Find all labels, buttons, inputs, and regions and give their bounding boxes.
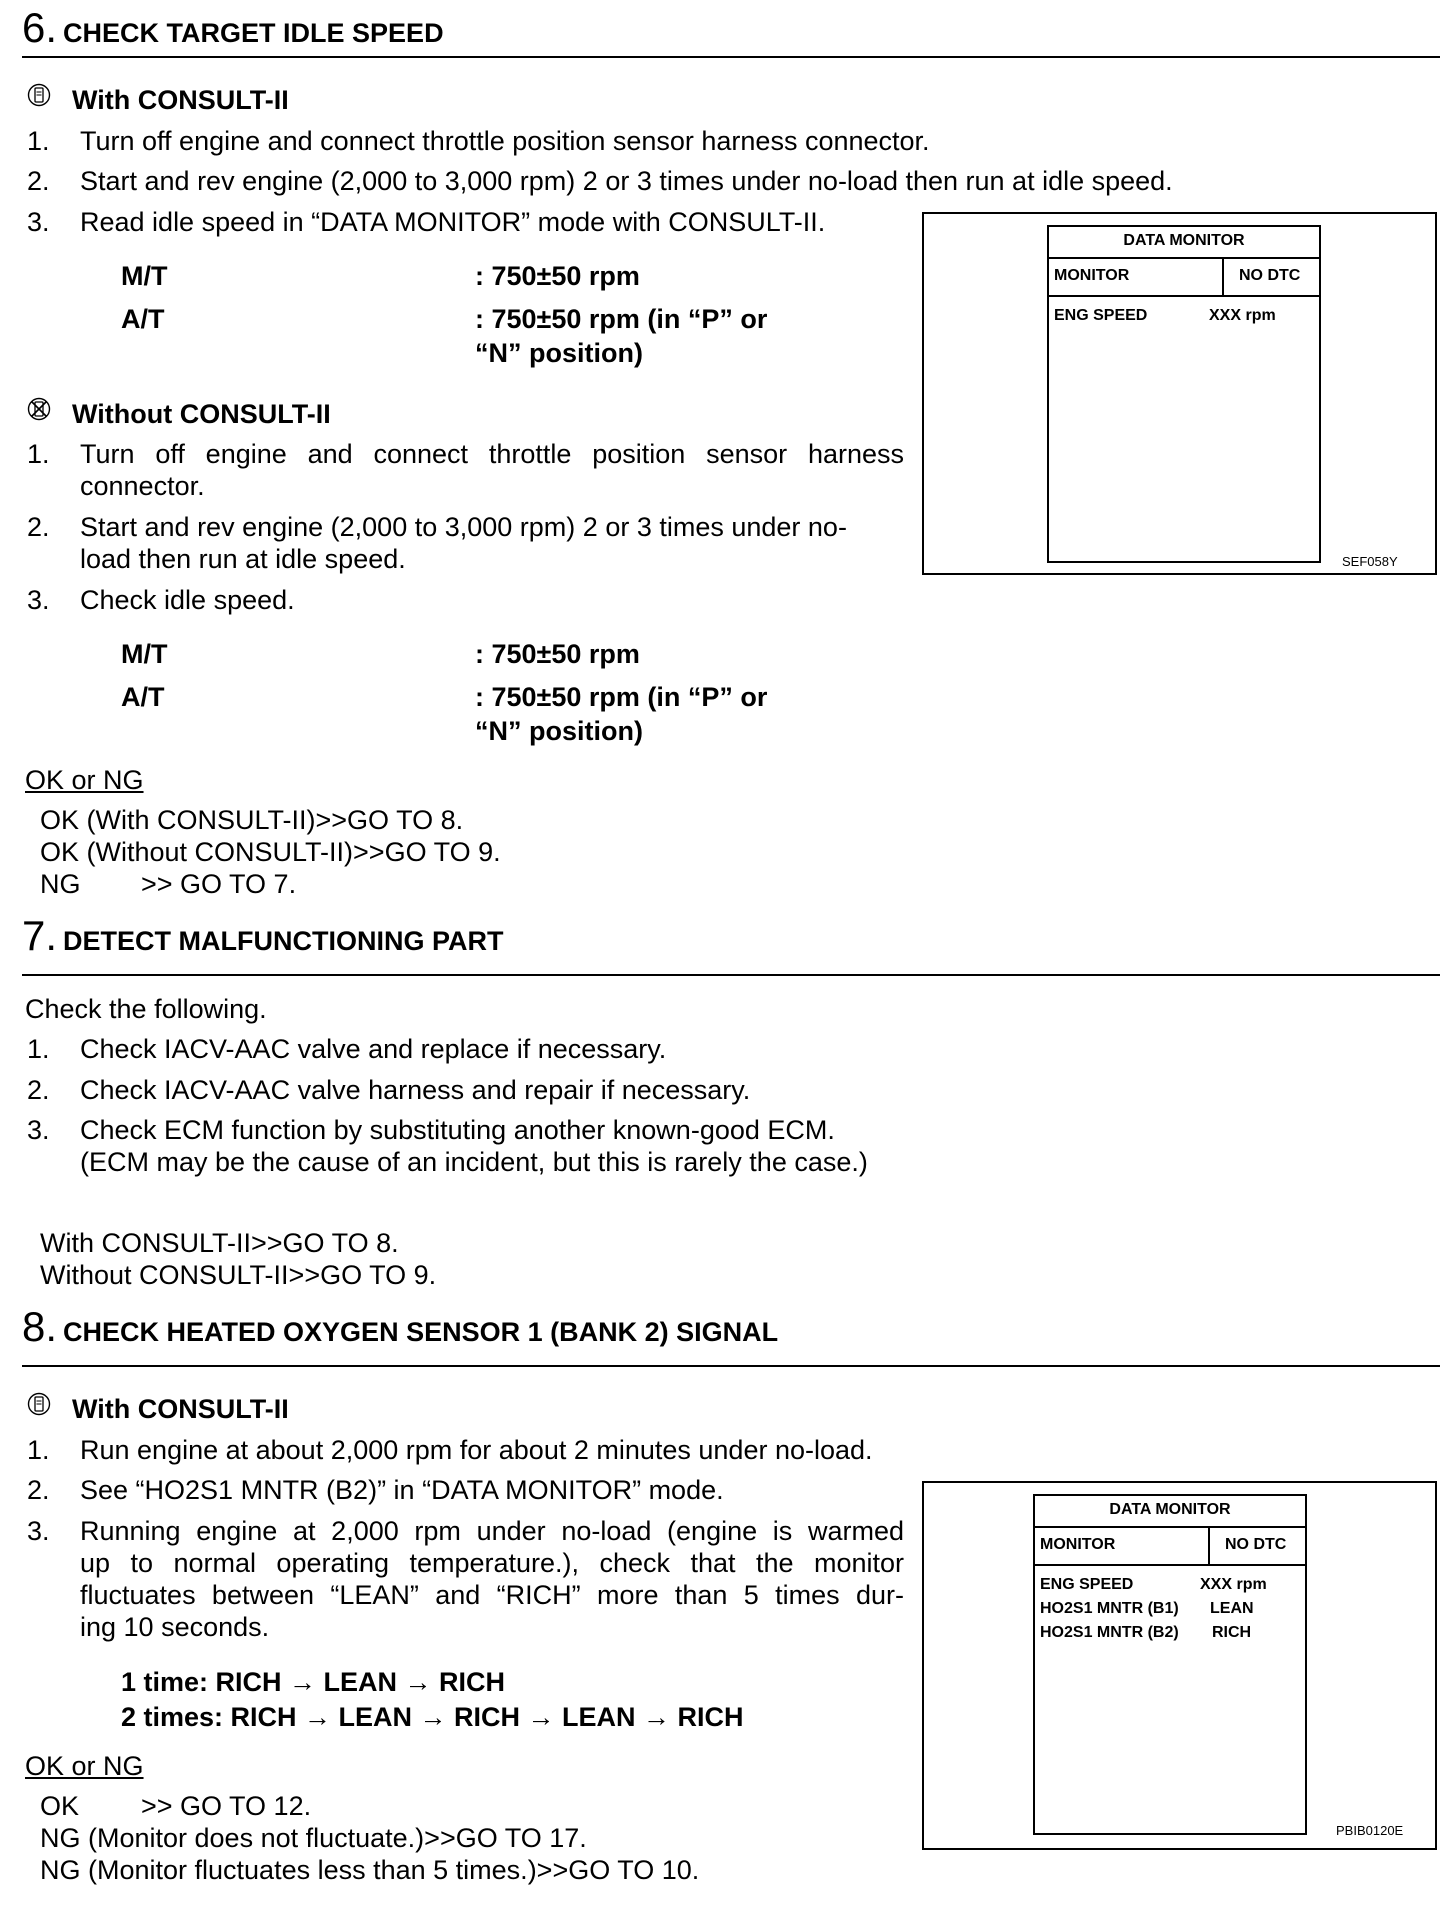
section-8-heading <box>22 1303 778 1351</box>
step-number: 1. <box>27 126 50 156</box>
result-line-ng-goto: >> GO TO 7. <box>141 869 297 899</box>
step-number: 3. <box>27 1516 50 1546</box>
monitor-status: NO DTC <box>1225 1536 1287 1553</box>
spec-at-value: : 750±50 rpm (in “P” or <box>475 682 768 712</box>
consult-tester-icon <box>27 1392 51 1416</box>
result-line: NG (Monitor does not fluctuate.)>>GO TO 17. <box>40 1823 587 1853</box>
monitor-row-divider <box>1049 295 1319 297</box>
step-number: 1. <box>27 1435 50 1465</box>
data-monitor-screen <box>1033 1494 1307 1835</box>
step-number: 1. <box>27 1034 50 1064</box>
monitor-item-label: ENG SPEED <box>1040 1576 1134 1593</box>
section-8-number: 8. <box>22 1303 58 1350</box>
result-line: With CONSULT-II>>GO TO 8. <box>40 1228 399 1258</box>
monitor-header-divider <box>1035 1526 1305 1528</box>
result-line-ng: NG <box>40 869 81 899</box>
monitor-item-label: ENG SPEED <box>1054 307 1148 324</box>
monitor-item-value: XXX rpm <box>1209 307 1276 324</box>
result-line: NG (Monitor fluctuates less than 5 times.)>>GO TO 10. <box>40 1855 700 1885</box>
step-text: Check IACV-AAC valve and replace if necessary. <box>80 1034 667 1064</box>
step-text: Running engine at 2,000 rpm under no-load (engine is warmed <box>80 1516 904 1546</box>
step-number: 2. <box>27 166 50 196</box>
monitor-item-value: LEAN <box>1210 1600 1254 1617</box>
result-line: OK (With CONSULT-II)>>GO TO 8. <box>40 805 464 835</box>
section-6-number: 6. <box>22 4 58 51</box>
monitor-header-divider <box>1049 257 1319 259</box>
data-monitor-screen <box>1047 225 1321 563</box>
monitor-header: DATA MONITOR <box>1123 232 1245 249</box>
section-7-number: 7. <box>22 912 58 959</box>
step-text-cont: ing 10 seconds. <box>80 1612 270 1642</box>
step-number: 2. <box>27 512 50 542</box>
step-text: Turn off engine and connect throttle position sensor harness connector. <box>80 126 930 156</box>
ok-or-ng-label: OK or NG <box>25 1751 144 1781</box>
section-6-title: CHECK TARGET IDLE SPEED <box>63 18 444 48</box>
spec-at-label: A/T <box>121 682 165 712</box>
section-7-title: DETECT MALFUNCTIONING PART <box>63 926 504 956</box>
step-number: 3. <box>27 1115 50 1145</box>
spec-mt-label: M/T <box>121 261 168 291</box>
spec-at-value-cont: “N” position) <box>475 338 643 368</box>
no-tester-icon <box>27 397 51 421</box>
data-monitor-figure <box>922 212 1437 575</box>
step-text: Check idle speed. <box>80 585 295 615</box>
section-8-title: CHECK HEATED OXYGEN SENSOR 1 (BANK 2) SIGNAL <box>63 1317 779 1347</box>
intro-text: Check the following. <box>25 994 267 1024</box>
step-text: Turn off engine and connect throttle position sensor harness <box>80 439 904 469</box>
step-number: 3. <box>27 207 50 237</box>
spec-mt-value: : 750±50 rpm <box>475 639 640 669</box>
result-line: Without CONSULT-II>>GO TO 9. <box>40 1260 437 1290</box>
step-text-cont: load then run at idle speed. <box>80 544 406 574</box>
monitor-status: NO DTC <box>1239 267 1301 284</box>
spec-at-value-cont: “N” position) <box>475 716 643 746</box>
step-text-cont: up to normal operating temperature.), check that the monitor <box>80 1548 904 1578</box>
section-7-rule <box>22 974 1440 976</box>
step-text-cont: connector. <box>80 471 205 501</box>
step-number: 2. <box>27 1075 50 1105</box>
spec-at-value: : 750±50 rpm (in “P” or <box>475 304 768 334</box>
data-monitor-figure <box>922 1481 1437 1850</box>
monitor-col-label: MONITOR <box>1040 1536 1116 1553</box>
cycle-example: 2 times: RICH → LEAN → RICH → LEAN → RICH <box>121 1702 744 1732</box>
section-8-rule <box>22 1365 1440 1367</box>
figure-code: PBIB0120E <box>1336 1823 1404 1838</box>
step-text: Run engine at about 2,000 rpm for about 2 minutes under no-load. <box>80 1435 873 1465</box>
without-consult-label: Without CONSULT-II <box>72 399 331 429</box>
figure-code: SEF058Y <box>1342 554 1398 569</box>
monitor-item-value: RICH <box>1212 1624 1252 1641</box>
result-line-ok: OK <box>40 1791 80 1821</box>
step-number: 3. <box>27 585 50 615</box>
step-text: See “HO2S1 MNTR (B2)” in “DATA MONITOR” mode. <box>80 1475 724 1505</box>
monitor-item-label: HO2S1 MNTR (B2) <box>1040 1624 1179 1641</box>
ok-or-ng-label: OK or NG <box>25 765 144 795</box>
monitor-col-label: MONITOR <box>1054 267 1130 284</box>
consult-tester-icon <box>27 83 51 107</box>
spec-at-label: A/T <box>121 304 165 334</box>
monitor-col-divider <box>1222 257 1224 295</box>
monitor-item-value: XXX rpm <box>1200 1576 1267 1593</box>
monitor-item-label: HO2S1 MNTR (B1) <box>1040 1600 1179 1617</box>
section-7-heading <box>22 912 504 960</box>
result-line: OK (Without CONSULT-II)>>GO TO 9. <box>40 837 501 867</box>
monitor-col-divider <box>1208 1526 1210 1564</box>
with-consult-label: With CONSULT-II <box>72 85 289 115</box>
step-text: Read idle speed in “DATA MONITOR” mode with CONSULT-II. <box>80 207 826 237</box>
step-text: Check ECM function by substituting another known-good ECM. <box>80 1115 835 1145</box>
step-number: 1. <box>27 439 50 469</box>
section-6-rule <box>22 56 1440 58</box>
monitor-header: DATA MONITOR <box>1109 1501 1231 1518</box>
result-line-ok-goto: >> GO TO 12. <box>141 1791 312 1821</box>
spec-mt-value: : 750±50 rpm <box>475 261 640 291</box>
step-number: 2. <box>27 1475 50 1505</box>
step-text: Check IACV-AAC valve harness and repair if necessary. <box>80 1075 751 1105</box>
spec-mt-label: M/T <box>121 639 168 669</box>
step-note: (ECM may be the cause of an incident, but this is rarely the case.) <box>80 1147 868 1177</box>
cycle-example: 1 time: RICH → LEAN → RICH <box>121 1667 506 1697</box>
with-consult-label: With CONSULT-II <box>72 1394 289 1424</box>
step-text: Start and rev engine (2,000 to 3,000 rpm) 2 or 3 times under no-load then run at idle speed. <box>80 166 1173 196</box>
section-6-heading <box>22 4 444 52</box>
step-text: Start and rev engine (2,000 to 3,000 rpm) 2 or 3 times under no- <box>80 512 847 542</box>
monitor-row-divider <box>1035 1564 1305 1566</box>
step-text-cont: fluctuates between “LEAN” and “RICH” more than 5 times dur- <box>80 1580 904 1610</box>
